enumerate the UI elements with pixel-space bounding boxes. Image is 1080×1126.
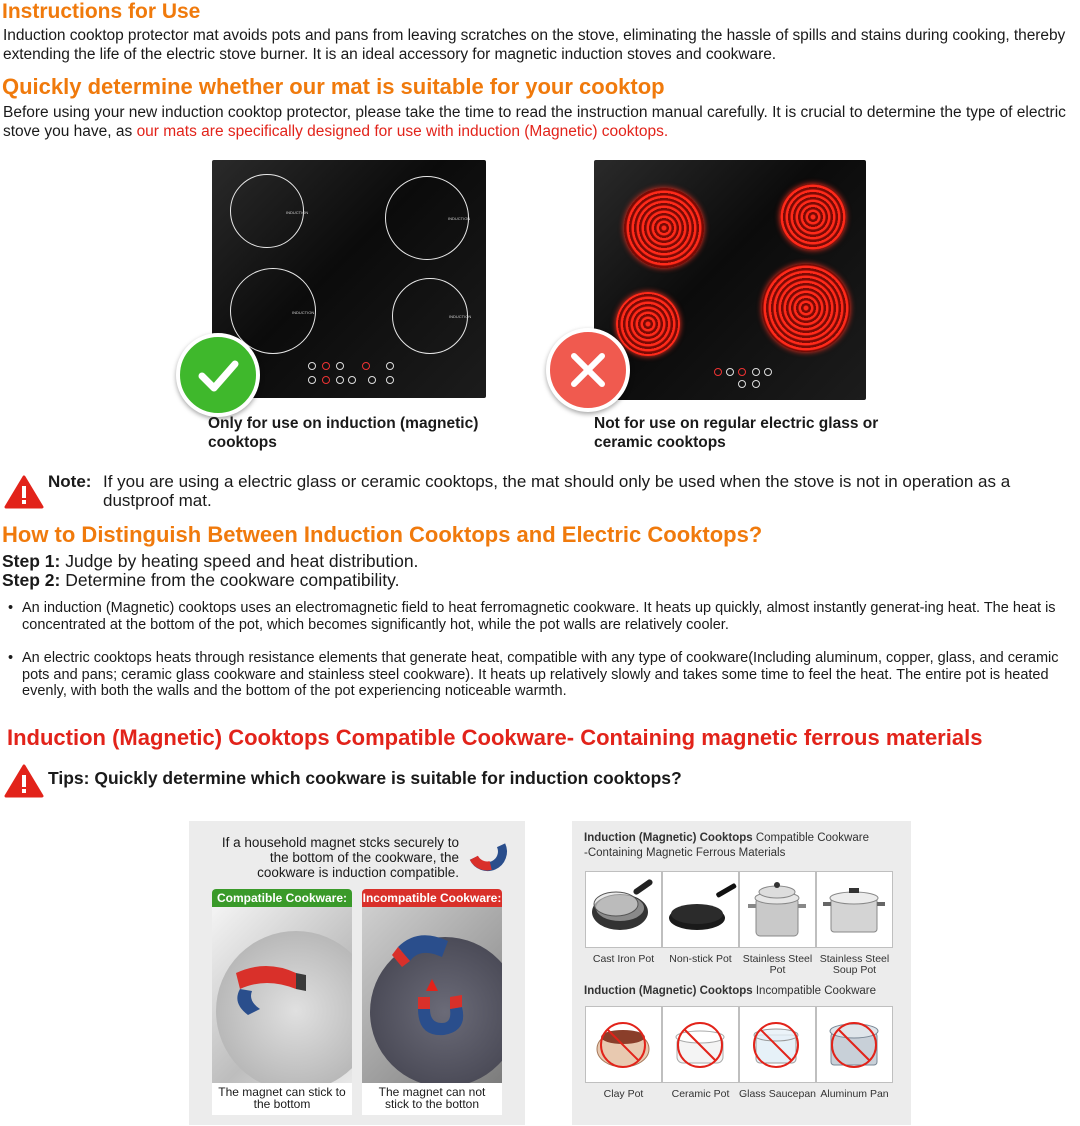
- compatible-title-rest: Compatible Cookware: [752, 832, 869, 844]
- tips-text: Tips: Quickly determine which cookware is suitable for induction cooktops?: [48, 768, 682, 788]
- step-2-text: Determine from the cookware compatibility.: [65, 570, 400, 590]
- control-button: [738, 380, 746, 388]
- stainless-steel-pot-image: [739, 871, 816, 948]
- non-stick-pot-image: [662, 871, 739, 948]
- compatible-title: [584, 832, 904, 845]
- instructions-body: Induction cooktop protector mat avoids pots and pans from leaving scratches on the stove, eliminating the hassle of spills and stains during cooking, thereby extending the life of the electric stove burner. It is an ideal accessory for magnetic induction stoves and cookware.: [3, 27, 1066, 63]
- check-icon: [176, 333, 260, 417]
- control-button: [308, 376, 316, 384]
- note-text: If you are using a electric glass or ceramic cooktops, the mat should only be used when the stove is not in operation as a dustproof mat.: [103, 472, 1011, 510]
- induction-zone-label: INDUCTION: [292, 310, 315, 315]
- compatible-caption: The magnet can stick to the bottom: [218, 1085, 346, 1111]
- compatible-item-label: Cast Iron Pot: [592, 953, 655, 965]
- incompatible-label: Incompatible Cookware:: [362, 891, 502, 905]
- compatible-photo: [212, 907, 352, 1083]
- incompatible-item-label: Aluminum Pan: [820, 1088, 889, 1100]
- cookware-panel: [572, 821, 911, 1125]
- control-button: [752, 368, 760, 376]
- distinguish-heading: How to Distinguish Between Induction Cooktops and Electric Cooktops?: [2, 522, 763, 547]
- ceramic-pot-image: [662, 1006, 739, 1083]
- suitability-heading: Quickly determine whether our mat is suitable for your cooktop: [2, 74, 665, 99]
- control-button: [322, 376, 330, 384]
- control-button: [726, 368, 734, 376]
- incompatible-photo: [362, 907, 502, 1083]
- compatible-item-label: Stainless Steel Pot: [742, 953, 813, 976]
- incompatible-title: [584, 985, 904, 998]
- radiant-burner: [780, 184, 846, 250]
- incompatible-title-bold: Induction (Magnetic) Cooktops: [584, 985, 753, 997]
- incompatible-caption: The magnet can not stick to the botton: [378, 1085, 486, 1111]
- induction-caption: Only for use on induction (magnetic) cooktops: [208, 415, 479, 451]
- control-button: [336, 376, 344, 384]
- bullet-electric: • An electric cooktops heats through resistance elements that generate heat, compatible with any type of cookware(Including aluminum, copper, glass, and ceramic pots and pans; ceramic glass cookware and stainless steel cookware). It heats up relatively slowly and takes some time to feel the heat. The entire pot is heated evenly, with both the walls and the bottom of the pot experiencing noticeable warmth.: [22, 650, 1064, 700]
- bullet-induction: • An induction (Magnetic) cooktops uses an electromagnetic field to heat ferromagnetic cookware. It heats up quickly, almost instantly generat-ing heat. The heat is concentrated at the bottom of the pot, which becomes significantly hot, while the pot walls are relatively cooler.: [22, 600, 1062, 633]
- electric-cooktop-image: [594, 160, 866, 400]
- radiant-burner: [762, 264, 850, 352]
- control-button: [752, 380, 760, 388]
- control-button: [322, 362, 330, 370]
- radiant-burner: [624, 188, 704, 268]
- control-button: [764, 368, 772, 376]
- magnet-intro: If a household magnet stcks securely to the bottom of the cookware, the cookware is induction compatible.: [221, 835, 459, 880]
- warning-icon: [4, 764, 44, 803]
- magnet-test-panel: [189, 821, 525, 1125]
- compatible-item-label: Non-stick Pot: [669, 953, 732, 965]
- compatible-item-label: Stainless Steel Soup Pot: [819, 953, 890, 976]
- suitability-body: [3, 103, 1080, 141]
- control-button: [362, 362, 370, 370]
- incompatible-title-rest: Incompatible Cookware: [752, 985, 877, 997]
- magnet-icon: [467, 837, 513, 884]
- incompatible-item-label: Ceramic Pot: [671, 1088, 730, 1100]
- compatible-label: Compatible Cookware:: [212, 889, 352, 907]
- clay-pot-image: [585, 1006, 662, 1083]
- control-button: [308, 362, 316, 370]
- cast-iron-pot-image: [585, 871, 662, 948]
- control-button: [738, 368, 746, 376]
- control-button: [386, 376, 394, 384]
- step-1: [2, 552, 418, 571]
- incompatible-item-label: Glass Saucepan: [738, 1088, 817, 1100]
- compatible-subtitle: -Containing Magnetic Ferrous Materials: [584, 847, 786, 859]
- compatible-heading: Induction (Magnetic) Cooktops Compatible Cookware- Containing magnetic ferrous materials: [7, 725, 983, 750]
- cross-icon: [546, 328, 630, 412]
- glass-saucepan-image: [739, 1006, 816, 1083]
- step-2-label: Step 2:: [2, 570, 61, 590]
- magnet-icon: [226, 963, 316, 1023]
- electric-caption: Not for use on regular electric glass or ceramic cooktops: [594, 415, 879, 451]
- induction-zone-label: INDUCTION: [449, 314, 472, 319]
- instructions-heading: Instructions for Use: [2, 0, 201, 23]
- control-button: [714, 368, 722, 376]
- induction-zone-label: INDUCTION: [448, 216, 471, 221]
- warning-icon: [4, 475, 44, 514]
- control-button: [336, 362, 344, 370]
- aluminum-pan-image: [816, 1006, 893, 1083]
- note-label: Note:: [48, 472, 92, 491]
- magnet-icon: [388, 927, 478, 1047]
- step-1-text: Judge by heating speed and heat distribution.: [65, 551, 419, 571]
- induction-zone-label: INDUCTION: [286, 210, 309, 215]
- control-button: [368, 376, 376, 384]
- control-button: [348, 376, 356, 384]
- compatible-title-bold: Induction (Magnetic) Cooktops: [584, 832, 753, 844]
- step-2: [2, 571, 399, 590]
- suitability-body-highlight: our mats are specifically designed for use with induction (Magnetic) cooktops.: [136, 123, 669, 140]
- control-button: [386, 362, 394, 370]
- stainless-steel-soup-pot-image: [816, 871, 893, 948]
- step-1-label: Step 1:: [2, 551, 61, 571]
- suitability-body-intro: Before using your new induction cooktop protector, please take the time to read the instruction manual carefully. It is crucial to determine the type of electric stove you have, as: [3, 104, 1066, 140]
- incompatible-item-label: Clay Pot: [603, 1088, 644, 1100]
